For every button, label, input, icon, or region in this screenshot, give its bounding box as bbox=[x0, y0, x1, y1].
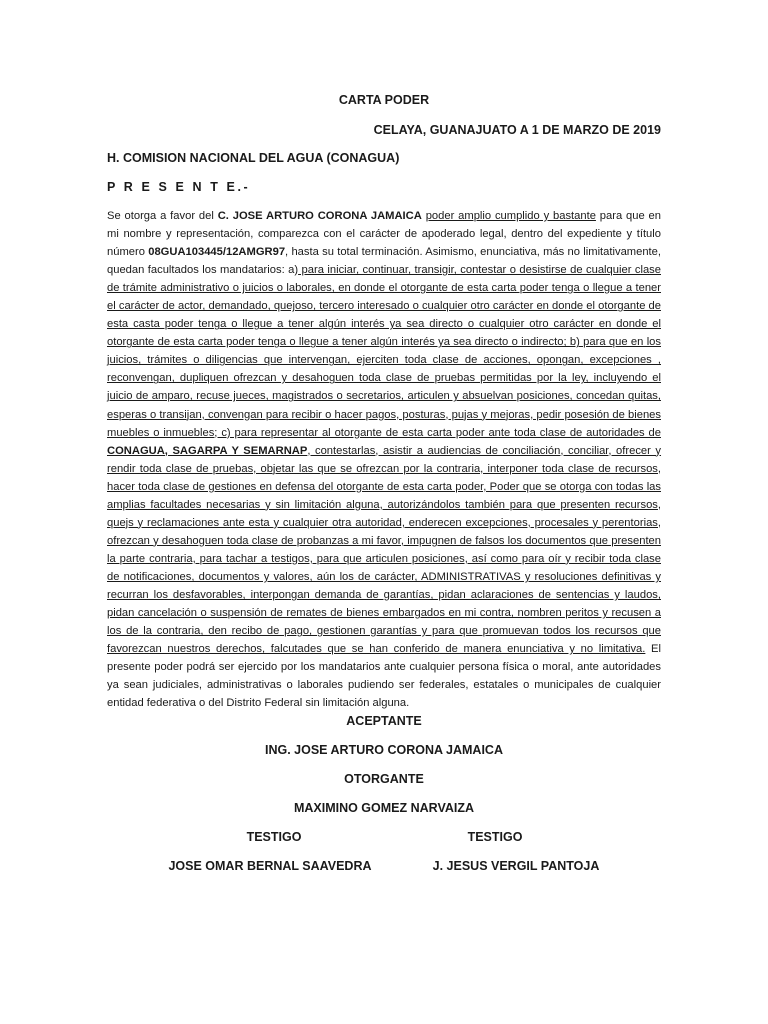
closing-clause: El presente poder podrá ser ejercido por los mandatarios ante cualquier persona física o moral, ante autoridades ya sean judiciales, administrativas o laborales pudiendo ser federales, estatales o municipales de cualquier entidad federativa o del Distrito Federal sin limitación alguna. bbox=[107, 643, 661, 710]
faculties-clause: para iniciar, continuar, transigir, contestar o desistirse de cualquier clase de trámite administrativo o juicios o laborales, en donde el otorgante de esta carta poder tenga o llegue a tener el carácter de actor, demandado, quejoso, tercero interesado o cualquier otro carácter en donde el otorgante de esta casta poder tenga o llegue a tener algún interés ya sea directo o cualquier otro carácter en donde el otorgante de esta carta poder tenga o llegue a tener algún interés ya sea directo o indirecto; b) para que en los juicios, trámites o diligencias que intervengan, ejerciten toda clase de acciones, opongan, excepciones , reconvengan, dupliquen ofrezcan y desahoguen toda clase de pruebas permitidas por la ley, incluyendo el juicio de amparo, recuse jueces, magistrados o secretarios, articulen y absuelvan posiciones, concedan quitas, esperas o transijan, convengan para recibir o hacer pagos, posturas, pujas y mejoras, pedir posesión de bienes muebles o inmuebles; c) para representar al otorgante de esta carta poder ante toda clase de autoridades de bbox=[107, 264, 661, 439]
file-number: 08GUA103445/12AMGR97 bbox=[148, 246, 286, 259]
faculties-clause-continued: , contestarlas, asistir a audiencias de conciliación, conciliar, ofrecer y rendir toda clase de pruebas, objetar las que se ofrezcan por la contraria, interponer toda clase de recursos, hacer toda clase de gestiones en defensa del otorgante de esta carta poder, Poder que se otorga con todas las amplias facultades necesarias y sin limitación alguna, autorizándolos también para que presenten recursos, quejs y reclamaciones ante esta y cualquier otra autoridad, enderecen excepciones, procesales y perentorias, ofrezcan y desahoguen toda clase de probanzas a mi favor, impugnen de falsos los documentos que presenten la parte contraria, para tachar a testigos, para que articulen posiciones, así como para oír y recibir toda clase de notificaciones, documentos y valores, aún los de carácter, ADMINISTRATIVAS y resoluciones definitivas y recurran los desfavorables, interpongan demanda de garantías, pidan aclaraciones de sentencias y laudos, pidan cancelación o suspensión de remates de bienes embargados en mi contra, nombren peritos y recusen a los de la contraria, den recibo de pago, gestionen garantías y para que promuevan todos los recursos que favorezcan nuestros derechos, falcutades que se han conferido de manera enunciativa y no limitativa. bbox=[107, 444, 662, 656]
addressee: H. COMISION NACIONAL DEL AGUA (CONAGUA) bbox=[107, 151, 400, 165]
testigo-2-label: TESTIGO bbox=[467, 830, 523, 844]
body-paragraph bbox=[107, 207, 661, 712]
testigo-1-name: JOSE OMAR BERNAL SAAVEDRA bbox=[168, 859, 372, 873]
salutation: P R E S E N T E.- bbox=[107, 180, 251, 194]
otorgante-label: OTORGANTE bbox=[344, 772, 424, 786]
body-text-segment: Se otorga a favor del bbox=[107, 210, 218, 222]
dateline: CELAYA, GUANAJUATO A 1 DE MARZO DE 2019 bbox=[373, 123, 661, 137]
body-text-segment: , hasta su total terminación. Asimismo, enunciativa, más no limitativamente, quedan facultados los mandatarios: a) bbox=[107, 246, 661, 277]
document-title: CARTA PODER bbox=[338, 93, 430, 107]
body-text-segment: para que en mi nombre y representación, comparezca con el carácter de apoderado legal, dentro del expediente y título número bbox=[107, 210, 662, 259]
grantee-name: C. JOSE ARTURO CORONA JAMAICA bbox=[217, 210, 422, 222]
authorities-list: CONAGUA, SAGARPA Y SEMARNAP bbox=[107, 444, 308, 457]
aceptante-label: ACEPTANTE bbox=[346, 714, 422, 728]
otorgante-name: MAXIMINO GOMEZ NARVAIZA bbox=[293, 801, 475, 815]
aceptante-name: ING. JOSE ARTURO CORONA JAMAICA bbox=[265, 743, 503, 757]
testigo-1-label: TESTIGO bbox=[246, 830, 302, 844]
testigo-2-name: J. JESUS VERGIL PANTOJA bbox=[432, 859, 600, 873]
power-clause: poder amplio cumplido y bastante bbox=[425, 210, 596, 222]
